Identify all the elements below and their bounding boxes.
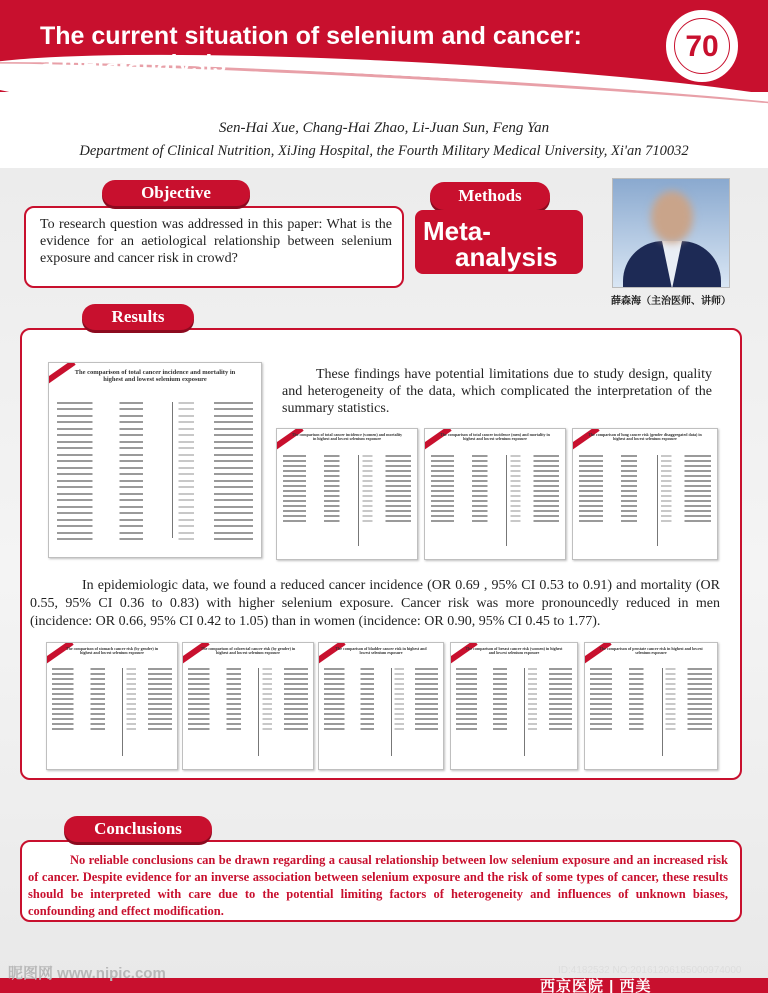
figure-3	[424, 428, 566, 560]
watermark-site: 昵图网 www.nipic.com	[8, 965, 166, 982]
author-photo	[612, 178, 730, 288]
figure-5	[46, 642, 178, 770]
authors: Sen-Hai Xue, Chang-Hai Zhao, Li-Juan Sun, Feng Yan	[218, 120, 550, 136]
objective-text: To research question was addressed in this paper: What is the evidence for an aetiological relationship between selenium exposure and cancer risk in crowd?	[40, 217, 392, 266]
title-line-1: The current situation of selenium and cancer:	[40, 22, 582, 50]
figure-7-title: The comparison of bladder cancer risk in highest and lowest selenium exposure	[335, 645, 427, 656]
logo-number: 70	[685, 30, 719, 63]
figure-4	[572, 428, 718, 560]
methods-line-1: Meta-	[423, 216, 491, 246]
title-line-2: a meta-analysis	[40, 50, 227, 78]
figure-9-title: The comparison of prostate cancer risk in highest and lowest selenium exposure	[599, 645, 703, 656]
methods-label: Methods	[430, 182, 550, 210]
watermark-id: ID:4182532 NO:20161206185000974000	[558, 965, 742, 976]
figure-6-title: The comparison of colorectal cancer risk (by gender) in highest and lowest selenium exposure	[200, 645, 296, 656]
conclusions-label: Conclusions	[64, 816, 212, 842]
poster-title	[40, 22, 660, 78]
figure-4-title: The comparison of lung cancer risk (gender disaggregated data) in highest and lowest selenium exposure	[588, 431, 702, 442]
results-paragraph-1: These findings have potential limitations due to study design, quality and heterogeneity of the data, which complicated the interpretation of the summary statistics.	[282, 367, 712, 416]
figure-1-title: The comparison of total cancer incidence and mortality in highest and lowest selenium exposure	[74, 368, 236, 384]
figure-2-title: The comparison of total cancer incidence (women) and mortality in highest and lowest selenium exposure	[291, 431, 403, 442]
figure-8	[450, 642, 578, 770]
photo-caption: 薛森海（主治医师、讲师）	[611, 296, 731, 307]
affiliation: Department of Clinical Nutrition, XiJing Hospital, the Fourth Military Medical University, Xi'an 710032	[79, 143, 689, 159]
figure-9	[584, 642, 718, 770]
figure-7	[318, 642, 444, 770]
figure-2	[276, 428, 418, 560]
objective-label: Objective	[102, 180, 250, 206]
figure-8-title: The comparison of breast cancer risk (women) in highest and lowest selenium exposure	[465, 645, 563, 656]
conclusions-text: No reliable conclusions can be drawn regarding a causal relationship between low selenium exposure and an increased risk of cancer. Despite evidence for an inverse association between selenium exposure and the risk of some types of cancer, these results should be interpreted with care due to the potential limiting factors of heterogeneity and influences of unknown biases, confounding and effect modification.	[28, 853, 728, 918]
figure-3-title: The comparison of total cancer incidence (men) and mortality in highest and lowest selenium exposure	[440, 431, 550, 442]
hospital-logo-text: 西京医院 | 西美	[540, 978, 652, 993]
figure-1	[48, 362, 262, 558]
figure-6	[182, 642, 314, 770]
results-label: Results	[82, 304, 194, 330]
figure-5-title: The comparison of stomach cancer risk (by gender) in highest and lowest selenium exposure	[65, 645, 159, 656]
methods-box	[415, 210, 583, 274]
results-paragraph-2: In epidemiologic data, we found a reduced cancer incidence (OR 0.69 , 95% CI 0.53 to 0.91) and mortality (OR 0.55, 95% CI 0.36 to 0.83) with higher selenium exposure. Cancer risk was more pronouncedly reduced in men (incidence: OR 0.66, 95% CI 0.42 to 1.05) than in women (incidence: OR 0.90, 95% CI 0.45 to 1.77).	[30, 578, 720, 629]
methods-line-2: analysis	[455, 242, 558, 272]
conference-logo	[664, 8, 740, 84]
